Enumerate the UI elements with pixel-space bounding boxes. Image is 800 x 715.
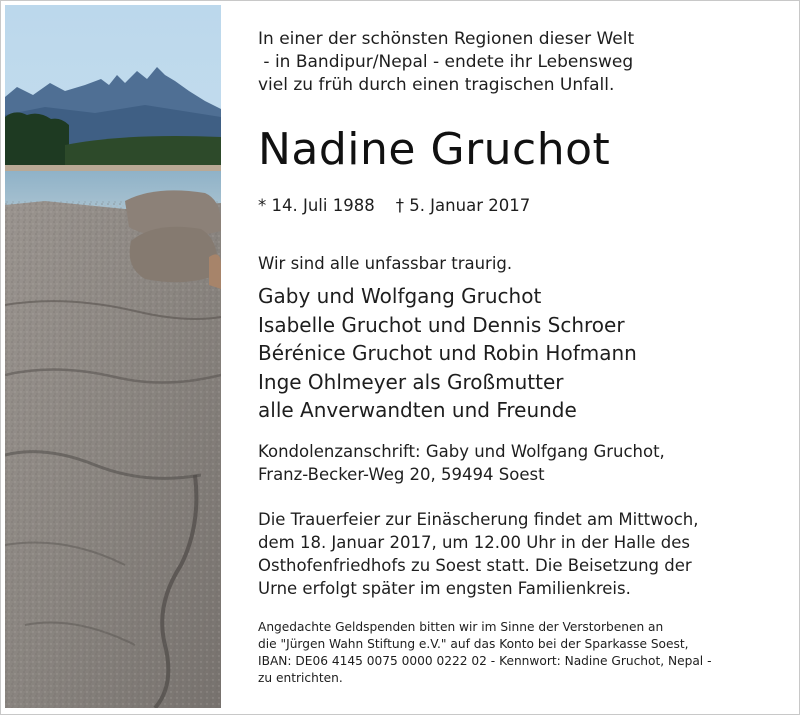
birth-date: * 14. Juli 1988 bbox=[258, 196, 375, 215]
donation-line: IBAN: DE06 4145 0075 0000 0222 02 - Kennwort: Nadine Gruchot, Nepal - bbox=[258, 654, 712, 668]
mourning-statement: Wir sind alle unfassbar traurig. bbox=[258, 254, 513, 273]
ceremony-line: dem 18. Januar 2017, um 12.00 Uhr in der Halle des bbox=[258, 533, 691, 552]
ceremony-line: Urne erfolgt später im engsten Familienkreis. bbox=[258, 579, 631, 598]
deceased-name: Nadine Gruchot bbox=[258, 124, 611, 175]
death-date: † 5. Januar 2017 bbox=[395, 196, 531, 215]
address-line: Kondolenzanschrift: Gaby und Wolfgang Gruchot, bbox=[258, 442, 665, 461]
intro-line: - in Bandipur/Nepal - endete ihr Lebensweg bbox=[258, 52, 634, 72]
mourner-entry: Isabelle Gruchot und Dennis Schroer bbox=[258, 312, 625, 337]
donation-line: Angedachte Geldspenden bitten wir im Sinne der Verstorbenen an bbox=[258, 620, 664, 634]
mourner-entry: alle Anverwandten und Freunde bbox=[258, 398, 577, 422]
intro-line: In einer der schönsten Regionen dieser Welt bbox=[258, 29, 635, 49]
mourner-entry: Bérénice Gruchot und Robin Hofmann bbox=[258, 341, 637, 365]
ceremony-line: Die Trauerfeier zur Einäscherung findet am Mittwoch, bbox=[258, 510, 699, 529]
donation-line: die "Jürgen Wahn Stiftung e.V." auf das Konto bei der Sparkasse Soest, bbox=[258, 637, 689, 651]
mourners-list bbox=[258, 282, 788, 425]
intro-line: viel zu früh durch einen tragischen Unfall. bbox=[258, 75, 615, 95]
address-line: Franz-Becker-Weg 20, 59494 Soest bbox=[258, 465, 545, 484]
donation-line: zu entrichten. bbox=[258, 671, 343, 685]
ceremony-info bbox=[258, 508, 788, 600]
landscape-photo bbox=[5, 5, 221, 708]
intro-text bbox=[258, 28, 788, 97]
life-dates bbox=[258, 195, 788, 217]
condolence-address bbox=[258, 440, 788, 486]
mourner-entry: Gaby und Wolfgang Gruchot bbox=[258, 284, 542, 308]
mourner-entry: Inge Ohlmeyer als Großmutter bbox=[258, 369, 564, 394]
donation-notice bbox=[258, 619, 788, 687]
ceremony-line: Osthofenfriedhofs zu Soest statt. Die Beisetzung der bbox=[258, 556, 692, 575]
